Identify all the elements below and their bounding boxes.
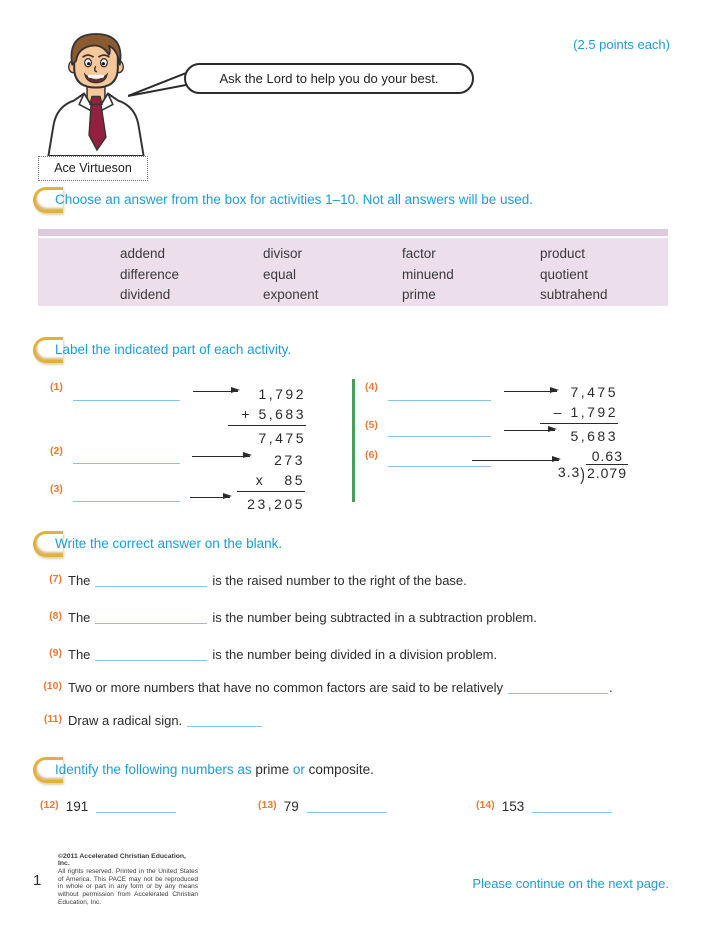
word-bank-box xyxy=(38,238,668,306)
character-name-box xyxy=(38,156,148,181)
answer-blank-2[interactable] xyxy=(73,448,180,464)
question-text-pre: The xyxy=(68,647,91,662)
number-value: 191 xyxy=(65,799,89,814)
question-number: (14) xyxy=(476,799,495,811)
instruction-choose-text: Choose an answer from the box for activities 1–10. Not all answers will be used. xyxy=(55,192,533,207)
instruction-identify xyxy=(33,757,374,783)
question-text-post: is the number being divided in a division problem. xyxy=(212,647,498,662)
answer-blank-6[interactable] xyxy=(388,451,491,467)
number-value: 153 xyxy=(501,799,525,814)
activity-number-6: (6) xyxy=(365,449,378,461)
question-row-8 xyxy=(40,608,696,629)
answer-blank-3[interactable] xyxy=(73,486,180,502)
gold-bracket-icon xyxy=(33,757,63,783)
word-bank-column-4 xyxy=(540,244,668,306)
question-row-9 xyxy=(40,645,696,666)
question-row-10 xyxy=(40,678,696,699)
subtraction-minuend: 7,475 xyxy=(570,384,618,400)
answer-blank-4[interactable] xyxy=(388,385,491,401)
subtraction-subtrahend: – 1,792 xyxy=(540,402,618,424)
answer-blank-7[interactable] xyxy=(95,574,207,587)
division-quotient: 0.63 xyxy=(591,448,623,464)
subtraction-problem xyxy=(540,382,618,446)
copyright-body: All rights reserved. Printed in the United States of America. This PACE may not be reproduced in whole or part in any form or by any means without permission from Accelerated Christian Education, Inc. xyxy=(58,868,198,906)
activity-number-4: (4) xyxy=(365,381,378,393)
word-bank-term: dividend xyxy=(120,287,171,302)
question-text-post: . xyxy=(608,680,613,695)
identify-item-13 xyxy=(258,799,387,814)
question-number: (12) xyxy=(40,799,59,811)
word-bank-column-2 xyxy=(263,244,402,306)
question-number: (9) xyxy=(49,647,62,659)
instruction-identify-text-or: or xyxy=(289,762,309,777)
multiplication-factor-2: x 85 xyxy=(237,470,305,492)
answer-blank-8[interactable] xyxy=(95,611,207,624)
question-number: (13) xyxy=(258,799,277,811)
answer-blank-14[interactable] xyxy=(532,800,612,813)
question-row-11 xyxy=(40,711,696,732)
word-bank-term: factor xyxy=(402,246,436,261)
word-bank-term: minuend xyxy=(402,266,454,282)
section-divider-line xyxy=(352,379,355,502)
question-number: (7) xyxy=(49,573,62,585)
answer-blank-1[interactable] xyxy=(73,385,180,401)
question-number: (11) xyxy=(43,713,62,725)
word-bank-term: subtrahend xyxy=(540,287,608,302)
copyright-title: ©2011 Accelerated Christian Education, Inc. xyxy=(58,853,186,867)
answer-blank-13[interactable] xyxy=(307,800,387,813)
answer-blank-9[interactable] xyxy=(95,648,207,661)
instruction-label-text: Label the indicated part of each activity. xyxy=(55,342,292,357)
instruction-identify-text-prime: prime xyxy=(255,762,290,777)
question-number: (10) xyxy=(43,680,62,692)
question-text-post: is the raised number to the right of the base. xyxy=(212,573,467,588)
question-text-pre: Two or more numbers that have no common factors are said to be relatively xyxy=(68,680,503,695)
instruction-write xyxy=(33,531,282,557)
arrow-icon-3 xyxy=(190,497,230,498)
instruction-identify-text-composite: composite. xyxy=(308,762,374,777)
answer-blank-5[interactable] xyxy=(388,421,491,437)
word-bank-column-1 xyxy=(120,244,263,306)
answer-blank-11[interactable] xyxy=(187,714,262,727)
instruction-identify-text-1: Identify the following numbers as xyxy=(55,762,256,777)
word-bank-term: quotient xyxy=(540,266,589,282)
speech-bubble-tail-icon xyxy=(128,70,186,98)
word-bank-top-strip xyxy=(38,229,668,236)
word-bank-column-3 xyxy=(402,244,540,306)
activity-number-2: (2) xyxy=(50,445,63,457)
subtraction-difference: 5,683 xyxy=(570,428,618,444)
speech-bubble xyxy=(184,63,474,94)
division-bracket-icon: ) xyxy=(580,464,586,484)
question-row-7 xyxy=(40,571,696,592)
gold-bracket-icon xyxy=(33,337,63,363)
instruction-write-text: Write the correct answer on the blank. xyxy=(55,536,283,551)
question-text-post: is the number being subtracted in a subtraction problem. xyxy=(212,610,537,625)
word-bank-term: product xyxy=(540,246,586,261)
division-divisor: 3.3 xyxy=(557,464,581,480)
continue-note: Please continue on the next page. xyxy=(472,876,669,891)
answer-blank-10[interactable] xyxy=(508,681,608,694)
identify-item-12 xyxy=(40,799,176,814)
addition-addend-1: 1,792 xyxy=(258,386,306,402)
word-bank-term: addend xyxy=(120,246,166,261)
character-name-label: Ace Virtueson xyxy=(54,161,132,175)
word-bank-term: prime xyxy=(402,287,436,302)
division-problem xyxy=(533,449,628,482)
question-text-pre: Draw a radical sign. xyxy=(68,713,183,728)
activity-number-1: (1) xyxy=(50,381,63,393)
activity-number-5: (5) xyxy=(365,419,378,431)
multiplication-problem xyxy=(237,450,305,514)
multiplication-product: 23,205 xyxy=(247,496,305,512)
copyright-notice xyxy=(58,853,198,907)
activity-number-3: (3) xyxy=(50,483,63,495)
word-bank-term: exponent xyxy=(263,287,319,302)
identify-item-14 xyxy=(476,799,612,814)
question-text-pre: The xyxy=(68,573,91,588)
word-bank-term: equal xyxy=(263,266,297,282)
points-note: (2.5 points each) xyxy=(573,37,670,52)
answer-blank-12[interactable] xyxy=(96,800,176,813)
question-text-pre: The xyxy=(68,610,91,625)
word-bank-term: divisor xyxy=(263,246,303,261)
instruction-label xyxy=(33,337,291,363)
addition-problem xyxy=(228,384,306,448)
gold-bracket-icon xyxy=(33,187,63,213)
multiplication-factor-1: 273 xyxy=(274,452,305,468)
word-bank-term: difference xyxy=(120,266,180,282)
addition-sum: 7,475 xyxy=(258,430,306,446)
instruction-choose xyxy=(33,187,533,213)
question-number: (8) xyxy=(49,610,62,622)
gold-bracket-icon xyxy=(33,531,63,557)
addition-addend-2: + 5,683 xyxy=(228,404,306,426)
number-value: 79 xyxy=(283,799,299,814)
page-number: 1 xyxy=(33,872,42,889)
division-dividend: 2.079 xyxy=(586,465,627,481)
speech-text: Ask the Lord to help you do your best. xyxy=(219,71,439,86)
